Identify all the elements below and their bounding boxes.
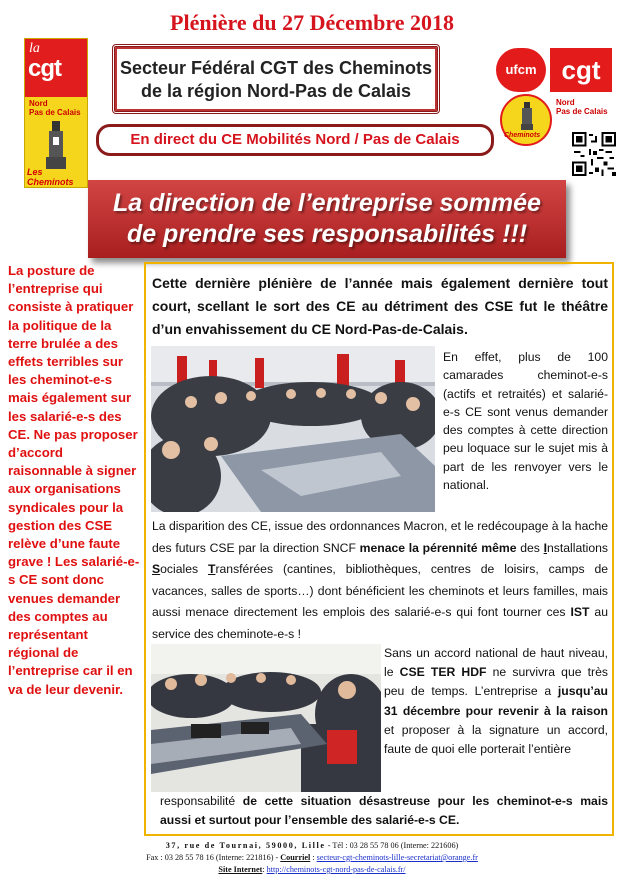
qr-code-icon bbox=[572, 132, 616, 176]
footer-courriel-label: Courriel bbox=[280, 853, 311, 862]
para3-text-2: des bbox=[516, 540, 544, 555]
para4-text-1: Sans un accord national de haut niveau, le bbox=[384, 646, 608, 680]
para4-text-3: et proposer à la signature un accord, faute de quoi elle porterait l’entière bbox=[384, 722, 608, 757]
ufcm-logo: ufcm bbox=[496, 48, 546, 92]
footer-tel: - Tél : 03 28 55 78 06 (Interne: 221606) bbox=[325, 841, 459, 850]
belfry-icon bbox=[43, 119, 69, 169]
article-paragraph-5 bbox=[160, 792, 608, 830]
footer-address: 37, rue de Tournai, 59000, Lille bbox=[165, 841, 326, 850]
footer-site-sep: : bbox=[262, 865, 267, 874]
para4-text-2: ne survivra que très peu de temps. L’entreprise a bbox=[384, 665, 608, 699]
sector-line-2: de la région Nord-Pas de Calais bbox=[140, 81, 412, 101]
footer-address-line bbox=[0, 840, 624, 852]
ist-letter-t: T bbox=[208, 562, 216, 576]
para4-bold-1: CSE TER HDF bbox=[399, 665, 487, 680]
right-logo-region-text bbox=[556, 98, 608, 116]
cgt-nord-logo bbox=[24, 38, 88, 188]
para3-text-3: (cantines, bibliothèques, centres de loisirs, camps de vacances, salles de sports…) dont bénéficient les cheminots et leurs familles, mais aussi menace directement les emplois des salarié-e-s qui font tourner ces bbox=[152, 562, 609, 619]
logo-cheminots-text: Les Cheminots bbox=[27, 167, 74, 187]
footer-courriel-sep: : bbox=[310, 853, 317, 862]
para3-bold-2: IST bbox=[570, 605, 590, 619]
para3-text-1: La disparition des CE, issue des ordonnances Macron, et le redécoupage à la hache des futurs CSE par la direction SNCF bbox=[152, 519, 608, 555]
ufcm-cgt-logo bbox=[496, 48, 614, 94]
article-paragraph-2: En effet, plus de 100 camarades cheminot-e-s (actifs et retraités) et salarié-e-s CE sont venus demander des comptes à cette direction peu loquace sur le sujet mis à part de les renvoyer vers le national. bbox=[443, 350, 608, 493]
page-title: Plénière du 27 Décembre 2018 bbox=[170, 10, 454, 35]
footer-fax: Fax : 03 28 55 78 16 (Interne: 221816) - bbox=[146, 853, 281, 862]
headline-line-2: de prendre ses responsabilités !!! bbox=[126, 220, 528, 248]
ist-word-1: nstallations bbox=[547, 540, 608, 555]
para5-bold-1: de cette situation désastreuse pour les cheminot-e-s mais aussi et surtout pour l’ensemble des salarié-e-s CE. bbox=[160, 794, 609, 828]
footer-contact-line bbox=[0, 852, 624, 864]
meeting-crowd-photo bbox=[151, 346, 435, 512]
para4-bold-2: jusqu’au 31 décembre pour revenir à la raison bbox=[384, 684, 608, 718]
logo-region-line1: Nord bbox=[29, 99, 48, 108]
ist-word-2: ociales bbox=[160, 562, 208, 576]
article-lead: Cette dernière plénière de l’année mais également dernière tout court, scellant le sort des CE au détriment des CSE fut le théâtre d’un envahissement du CE Nord-Pas-de-Calais. bbox=[152, 275, 608, 337]
belfry-icon bbox=[520, 102, 534, 130]
footer bbox=[0, 840, 624, 876]
cgt-logo: cgt bbox=[550, 48, 612, 92]
footer-site-label: Site Internet bbox=[218, 865, 263, 874]
logo-la-text: la bbox=[29, 41, 40, 56]
meeting-table-photo bbox=[151, 644, 381, 792]
logo-region-line2: Pas de Calais bbox=[29, 108, 81, 117]
sector-line-1: Secteur Fédéral CGT des Cheminots bbox=[119, 58, 433, 78]
right-region-line1: Nord bbox=[556, 98, 575, 107]
direct-banner: En direct du CE Mobilités Nord / Pas de Calais bbox=[96, 124, 494, 156]
footer-site-line bbox=[0, 864, 624, 876]
article-paragraph-3 bbox=[152, 516, 608, 645]
cheminots-round-logo bbox=[500, 94, 552, 146]
footer-site-link[interactable]: http://cheminots-cgt-nord-pas-de-calais.fr/ bbox=[266, 865, 406, 874]
ist-letter-i: I bbox=[543, 540, 548, 555]
logo-cgt-text: cgt bbox=[28, 55, 61, 82]
article-paragraph-4 bbox=[384, 644, 608, 759]
logo-region-text bbox=[29, 99, 81, 117]
ist-word-3: ransférées bbox=[215, 562, 274, 576]
headline-banner bbox=[88, 180, 566, 258]
round-logo-cheminots-text: Cheminots bbox=[504, 132, 541, 139]
sidebar-text: La posture de l’entreprise qui consiste à pratiquer la politique de la terre brulée a des effets terribles sur les cheminot-e-s mais également sur les salarié-e-s des CE. Ne pas proposer d’accord raisonnable à signer aux organisations syndicales pour la gestion des CSE relève d’une faute grave ! Les salarié-e-s CE sont donc venues demander des comptes au représentant régional de l’entreprise car il en va de leur devenir. bbox=[8, 263, 140, 697]
sector-title-box bbox=[112, 44, 440, 114]
headline-line-1: La direction de l’entreprise sommée bbox=[113, 189, 541, 217]
ist-letter-s: S bbox=[152, 562, 161, 576]
para5-text-1: responsabilité bbox=[160, 794, 243, 808]
para3-text-4: au service des cheminote-e-s ! bbox=[152, 605, 608, 641]
para3-bold-1: menace la pérennité même bbox=[359, 540, 517, 555]
right-region-line2: Pas de Calais bbox=[556, 107, 608, 116]
footer-email-link[interactable]: secteur-cgt-cheminots-lille-secretariat@orange.fr bbox=[316, 853, 478, 862]
